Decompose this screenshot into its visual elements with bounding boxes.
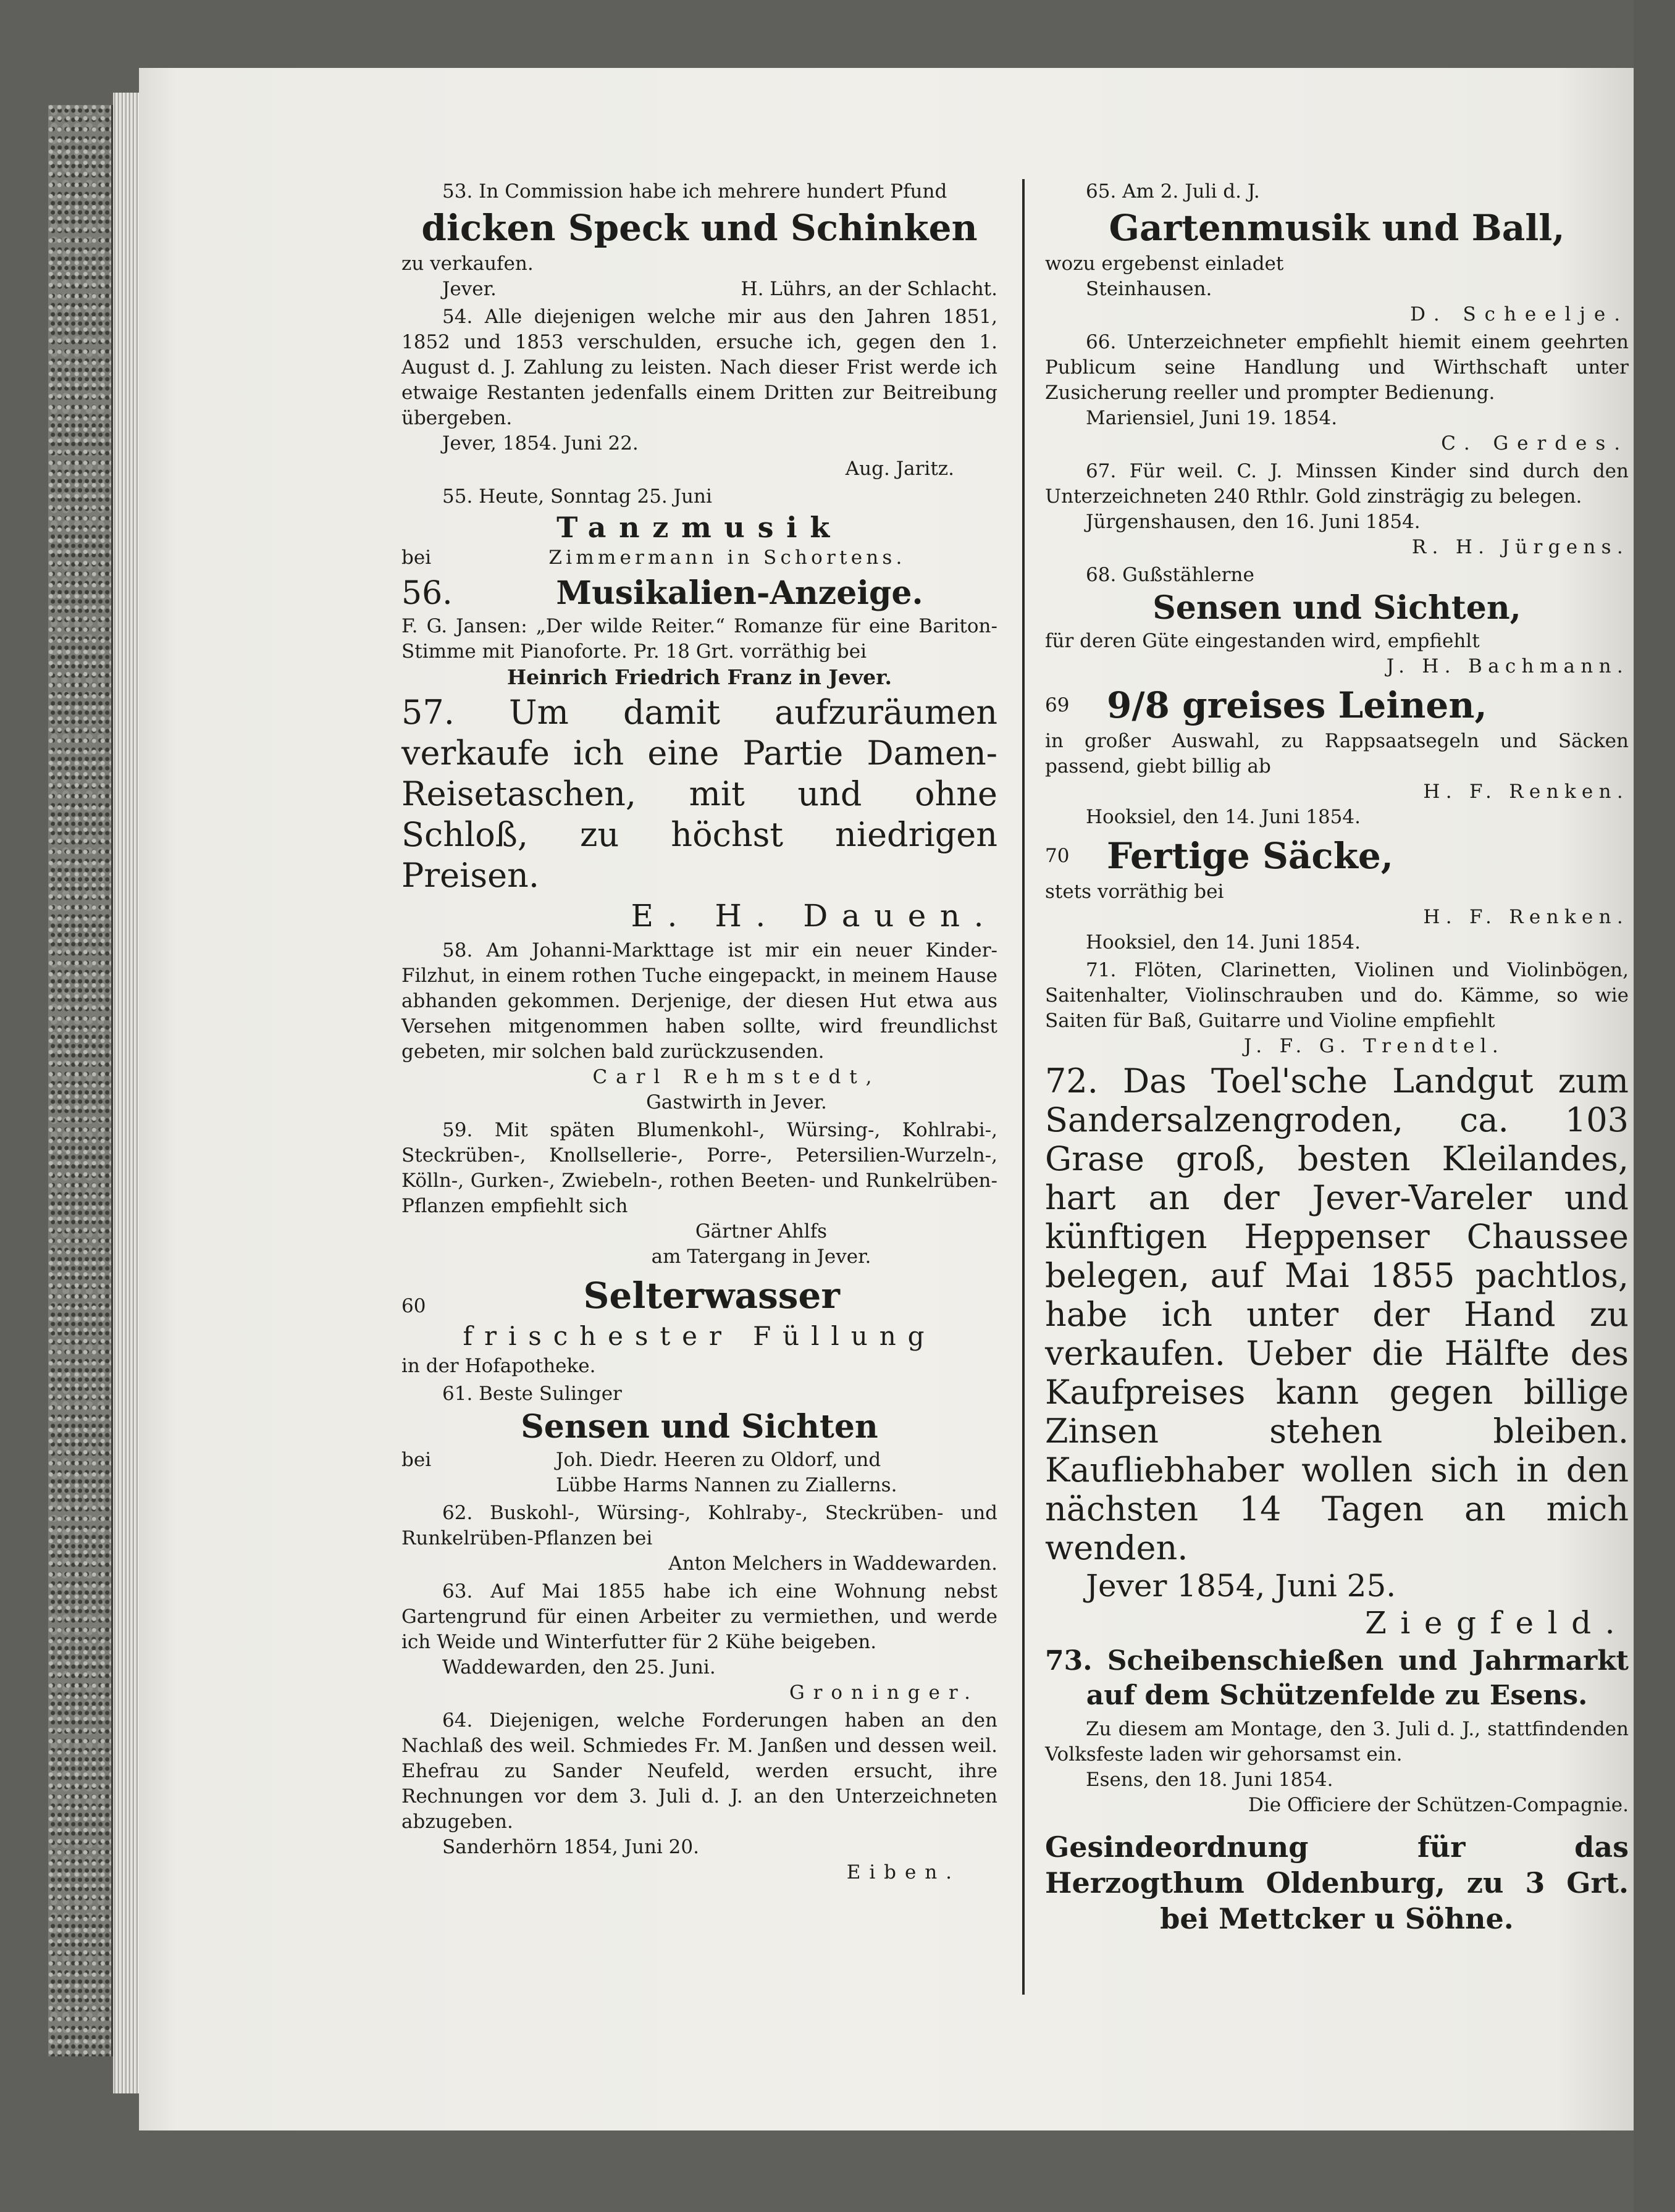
ad-61-line-2: Lübbe Harms Nannen zu Ziallerns.: [556, 1474, 897, 1496]
ad-73-text: Zu diesem am Montage, den 3. Juli d. J., stattfindenden Volksfeste laden wir gehorsamst ein.: [1045, 1718, 1629, 1766]
ad-53: [401, 179, 997, 302]
ad-67-text: 67. Für weil. C. J. Minssen Kinder sind durch den Unterzeichneten 240 Rthlr. Gold zinsträgig zu belegen.: [1045, 460, 1629, 508]
ad-69-text: in großer Auswahl, zu Rappsaatsegeln und Säcken passend, giebt billig ab: [1045, 730, 1629, 777]
ad-64-date: Sanderhörn 1854, Juni 20.: [442, 1836, 699, 1858]
column-divider: [1022, 179, 1025, 1995]
ad-70: [1045, 832, 1629, 955]
ad-69: [1045, 682, 1629, 830]
ad-60-number: 60: [401, 1295, 426, 1317]
ad-61-line-1: Joh. Diedr. Heeren zu Oldorf, und: [556, 1449, 881, 1471]
ad-65-headline: Gartenmusik und Ball,: [1109, 207, 1565, 249]
ad-73-date: Esens, den 18. Juni 1854.: [1086, 1769, 1333, 1791]
ad-63-date: Waddewarden, den 25. Juni.: [442, 1656, 716, 1678]
ad-54-text: 54. Alle diejenigen welche mir aus den Jahren 1851, 1852 und 1853 verschulden, ersuche ich, gegen den 1. August d. J. Zahlung zu leisten. Nach dieser Frist werde ich etwaige Restanten jedenfalls einem Dritten zur Beitreibung übergeben.: [401, 306, 997, 429]
ad-53-footer: [401, 277, 997, 302]
ad-53-place: Jever.: [442, 278, 497, 300]
ad-61-prefix: bei: [401, 1449, 432, 1471]
ad-59: [401, 1118, 997, 1270]
ad-59-signature: Gärtner Ahlfs: [695, 1220, 828, 1242]
ad-61-row: [401, 1447, 997, 1498]
ad-53-signature: H. Lührs, an der Schlacht.: [741, 278, 997, 300]
marbled-book-edge: [48, 105, 113, 2056]
ad-58-signature: Carl Rehmstedt,: [592, 1066, 881, 1088]
ad-69-signature: H. F. Renken.: [1423, 781, 1629, 803]
ad-72-date: Jever 1854, Juni 25.: [1086, 1568, 1396, 1604]
ad-56-heading-row: [401, 573, 997, 614]
ad-61-intro: 61. Beste Sulinger: [442, 1383, 622, 1405]
ad-55-prefix: bei: [401, 547, 432, 569]
ad-68: [1045, 563, 1629, 679]
ad-65-signature: D. Scheelje.: [1410, 303, 1629, 325]
ad-55-headline: Tanzmusik: [556, 511, 842, 544]
ad-61-headline: Sensen und Sichten: [521, 1408, 878, 1446]
ad-72-text: 72. Das Toel'sche Landgut zum Sandersalzengroden, ca. 103 Grase groß, besten Kleilandes, hart an der Jever-Vareler und künftigen Heppenser Chaussee belegen, auf Mai 1855 pachtlos, habe ich unter der Hand zu verkaufen. Ueber die Hälfte des Kaufpreises kann gegen billige Zinsen stehen bleiben. Kaufliebhaber wollen sich in den nächsten 14 Tagen an mich wenden.: [1045, 1062, 1629, 1567]
ad-69-headline: 9/8 greises Leinen,: [1107, 684, 1487, 726]
ad-54-date: Jever, 1854. Juni 22.: [442, 432, 639, 455]
ad-57: [401, 692, 997, 936]
right-column: [1045, 179, 1629, 1939]
ad-70-line: stets vorräthig bei: [1045, 881, 1224, 903]
ad-70-number: 70: [1045, 844, 1070, 867]
ad-67-date: Jürgenshausen, den 16. Juni 1854.: [1086, 511, 1421, 533]
ad-69-number: 69: [1045, 693, 1070, 716]
closing-notice-text: Gesindeordnung für das Herzogthum Oldenburg, zu 3 Grt. bei Mettcker u Söhne.: [1045, 1830, 1629, 1935]
ad-68-line: für deren Güte eingestanden wird, empfiehlt: [1045, 630, 1480, 652]
ad-65-place: Steinhausen.: [1086, 278, 1212, 300]
ad-68-intro: 68. Gußstählerne: [1086, 564, 1254, 586]
ad-58: [401, 938, 997, 1115]
ad-56-signature: Heinrich Friedrich Franz in Jever.: [506, 665, 892, 689]
ad-63: [401, 1579, 997, 1706]
ad-63-text: 63. Auf Mai 1855 habe ich eine Wohnung nebst Gartengrund für einen Arbeiter zu vermiethen, und werde ich Weide und Winterfutter für 2 Kühe beigeben.: [401, 1580, 997, 1653]
ad-67: [1045, 459, 1629, 560]
ad-59-text: 59. Mit späten Blumenkohl-, Würsing-, Kohlrabi-, Steckrüben-, Knollsellerie-, Porre-, Petersilien-Wurzeln-, Kölln-, Gurken-, Zwiebeln-, rothen Beeten- und Runkelrüben-Pflanzen empfiehlt sich: [401, 1119, 997, 1217]
ad-56-number: 56.: [401, 575, 453, 612]
ad-66: [1045, 330, 1629, 456]
ad-58-signature-2: Gastwirth in Jever.: [646, 1091, 827, 1113]
closing-notice: [1045, 1820, 1629, 1937]
ad-68-headline: Sensen und Sichten,: [1152, 589, 1521, 627]
ad-55-line: Zimmermann in Schortens.: [548, 547, 906, 569]
ad-53-headline: dicken Speck und Schinken: [421, 207, 978, 249]
ad-53-line: zu verkaufen.: [401, 253, 534, 275]
ad-58-text: 58. Am Johanni-Markttage ist mir ein neuer Kinder-Filzhut, in einem rothen Tuche eingepackt, in meinem Hause abhanden gekommen. Derjenige, der diesen Hut etwa aus Versehen mitgenommen haben sollte, wird freundlichst gebeten, mir solchen bald zurückzusenden.: [401, 939, 997, 1063]
left-column: [401, 179, 997, 1888]
ad-64: [401, 1708, 997, 1885]
scan-right-margin: [1634, 0, 1675, 2212]
ad-61: [401, 1381, 997, 1498]
ad-70-heading-row: [1045, 832, 1629, 879]
ad-67-signature: R. H. Jürgens.: [1411, 536, 1629, 558]
ad-54: [401, 304, 997, 482]
ad-62-signature: Anton Melchers in Waddewarden.: [668, 1552, 997, 1575]
ad-72-signature: Ziegfeld.: [1365, 1605, 1629, 1641]
ad-60: [401, 1272, 997, 1379]
ad-70-date: Hooksiel, den 14. Juni 1854.: [1086, 931, 1361, 953]
ad-70-signature: H. F. Renken.: [1423, 906, 1629, 928]
ad-71: [1045, 958, 1629, 1059]
ad-60-heading-row: [401, 1272, 997, 1319]
ad-72: [1045, 1062, 1629, 1641]
ad-56-headline: Musikalien-Anzeige.: [556, 574, 923, 612]
ad-57-signature: E. H. Dauen.: [631, 898, 997, 934]
ad-57-text: 57. Um damit aufzuräumen verkaufe ich eine Partie Damen-Reisetaschen, mit und ohne Schloß, zu höchst niedrigen Preisen.: [401, 693, 997, 895]
ad-66-signature: C. Gerdes.: [1441, 432, 1629, 455]
ad-65-intro: 65. Am 2. Juli d. J.: [1086, 180, 1260, 203]
ad-66-text: 66. Unterzeichneter empfiehlt hiemit einem geehrten Publicum seine Handlung und Wirthschaft unter Zusicherung reeller und prompter Bedienung.: [1045, 331, 1629, 404]
ad-64-signature: Eiben.: [846, 1861, 960, 1883]
ad-73: [1045, 1644, 1629, 1818]
ad-60-headline: Selterwasser: [583, 1275, 840, 1317]
ad-54-signature: Aug. Jaritz.: [845, 458, 954, 480]
ad-60-subhead: frischester Füllung: [463, 1321, 936, 1351]
ad-65: [1045, 179, 1629, 327]
ad-56: [401, 573, 997, 690]
ad-69-heading-row: [1045, 682, 1629, 729]
ad-68-signature: J. H. Bachmann.: [1386, 655, 1629, 677]
ad-60-line: in der Hofapotheke.: [401, 1355, 596, 1377]
ad-61-names: [457, 1447, 997, 1498]
ad-73-signature: Die Officiere der Schützen-Compagnie.: [1248, 1794, 1629, 1816]
ad-70-headline: Fertige Säcke,: [1107, 835, 1393, 877]
ad-62: [401, 1501, 997, 1577]
page-stack-edge: [113, 93, 141, 2093]
ad-66-date: Mariensiel, Juni 19. 1854.: [1086, 407, 1338, 429]
ad-55-intro: 55. Heute, Sonntag 25. Juni: [442, 485, 712, 508]
ad-71-signature: J. F. G. Trendtel.: [1243, 1035, 1505, 1057]
ad-56-text: F. G. Jansen: „Der wilde Reiter.“ Romanze für eine Bariton-Stimme mit Pianoforte. Pr. 18 Grt. vorräthig bei: [401, 615, 997, 663]
ad-64-text: 64. Diejenigen, welche Forderungen haben an den Nachlaß des weil. Schmiedes Fr. M. Janßen und dessen weil. Ehefrau zu Sander Neufeld, werden ersucht, ihre Rechnungen vor dem 3. Juli d. J. an den Unterzeichneten abzugeben.: [401, 1709, 997, 1833]
ad-59-signature-2: am Tatergang in Jever.: [651, 1246, 871, 1268]
ad-71-text: 71. Flöten, Clarinetten, Violinen und Violinbögen, Saitenhalter, Violinschrauben und do. Kämme, so wie Saiten für Baß, Guitarre und Violine empfiehlt: [1045, 959, 1629, 1032]
ad-53-intro: 53. In Commission habe ich mehrere hundert Pfund: [442, 180, 947, 203]
ad-73-headline: 73. Scheibenschießen und Jahrmarkt auf dem Schützenfelde zu Esens.: [1045, 1645, 1629, 1711]
ad-69-date: Hooksiel, den 14. Juni 1854.: [1086, 806, 1361, 828]
ad-55: [401, 484, 997, 571]
ad-62-text: 62. Buskohl-, Würsing-, Kohlraby-, Steckrüben- und Runkelrüben-Pflanzen bei: [401, 1502, 997, 1549]
ad-65-line: wozu ergebenst einladet: [1045, 253, 1284, 275]
ad-63-signature: Groninger.: [789, 1682, 979, 1704]
ad-55-row: [401, 545, 997, 571]
